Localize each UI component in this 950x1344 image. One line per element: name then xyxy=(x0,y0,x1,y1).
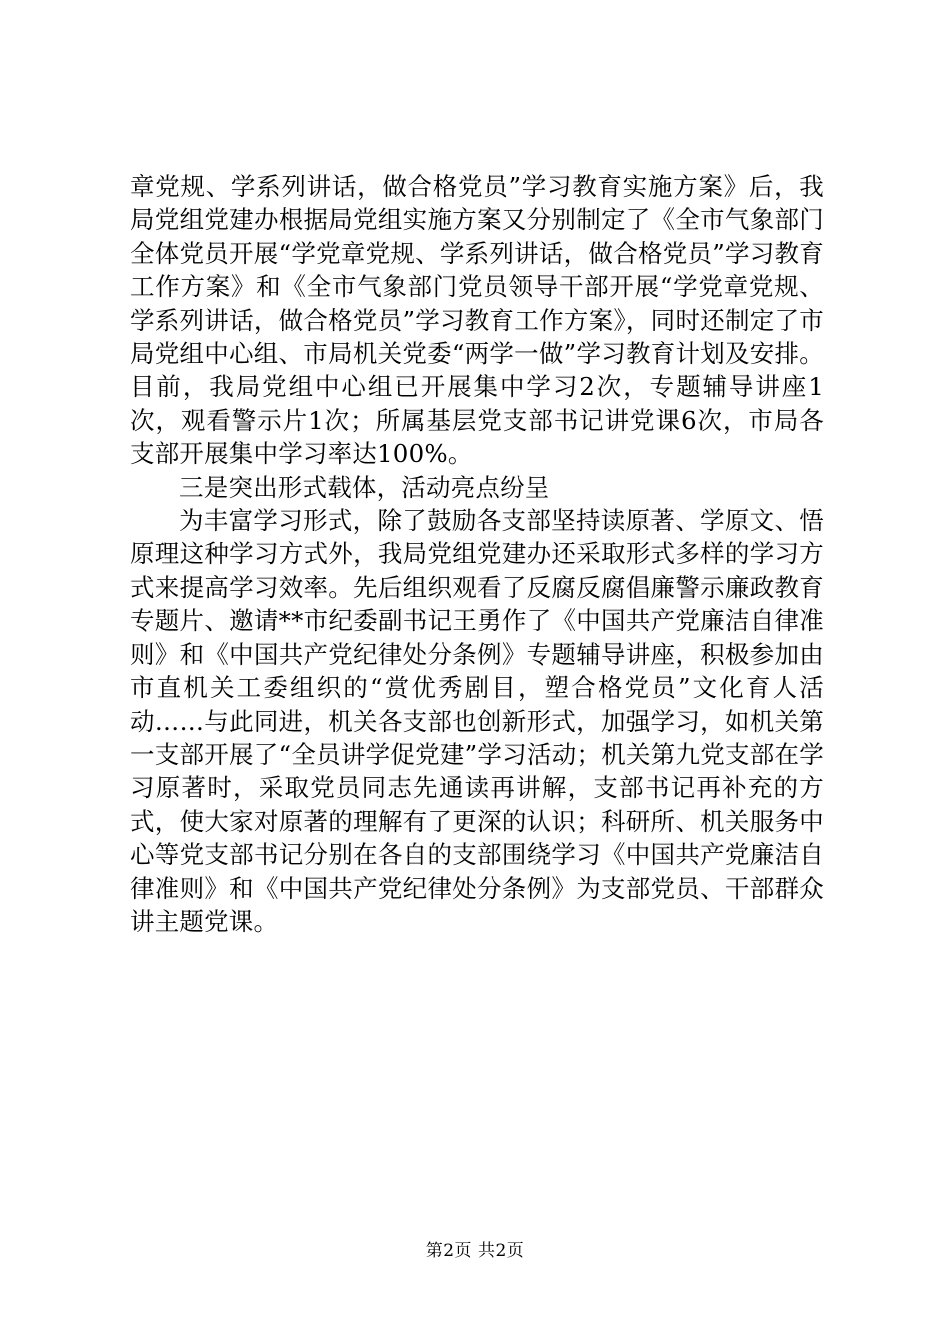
page-footer xyxy=(0,1240,950,1262)
paragraph-body: 为丰富学习形式，除了鼓励各支部坚持读原著、学原文、悟原理这种学习方式外，我局党组党建办还采取形式多样的学习方式来提高学习效率。先后组织观看了反腐反腐倡廉警示廉政教育专题片、邀请**市纪委副书记王勇作了《中国共产党廉洁自律准则》和《中国共产党纪律处分条例》专题辅导讲座，积极参加由市直机关工委组织的“赏优秀剧目，塑合格党员”文化育人活动……与此同进，机关各支部也创新形式，加强学习，如机关第一支部开展了“全员讲学促党建”学习活动；机关第九党支部在学习原著时，采取党员同志先通读再讲解，支部书记再补充的方式，使大家对原著的理解有了更深的认识；科研所、机关服务中心等党支部书记分别在各自的支部围绕学习《中国共产党廉洁自律准则》和《中国共产党纪律处分条例》为支部党员、干部群众讲主题党课。 xyxy=(130,506,824,936)
body-text xyxy=(130,170,824,938)
page-number-label: 第2页 共2页 xyxy=(425,1241,525,1261)
paragraph-continuation: 章党规、学系列讲话，做合格党员”学习教育实施方案》后，我局党组党建办根据局党组实施方案又分别制定了《全市气象部门全体党员开展“学党章党规、学系列讲话，做合格党员”学习教育工作方案》和《全市气象部门党员领导干部开展“学党章党规、学系列讲话，做合格党员”学习教育工作方案》，同时还制定了市局党组中心组、市局机关党委“两学一做”学习教育计划及安排。目前，我局党组中心组已开展集中学习2次，专题辅导讲座1次，观看警示片1次；所属基层党支部书记讲党课6次，市局各支部开展集中学习率达100%。 xyxy=(130,172,824,469)
section-heading: 三是突出形式载体，活动亮点纷呈 xyxy=(179,472,550,502)
